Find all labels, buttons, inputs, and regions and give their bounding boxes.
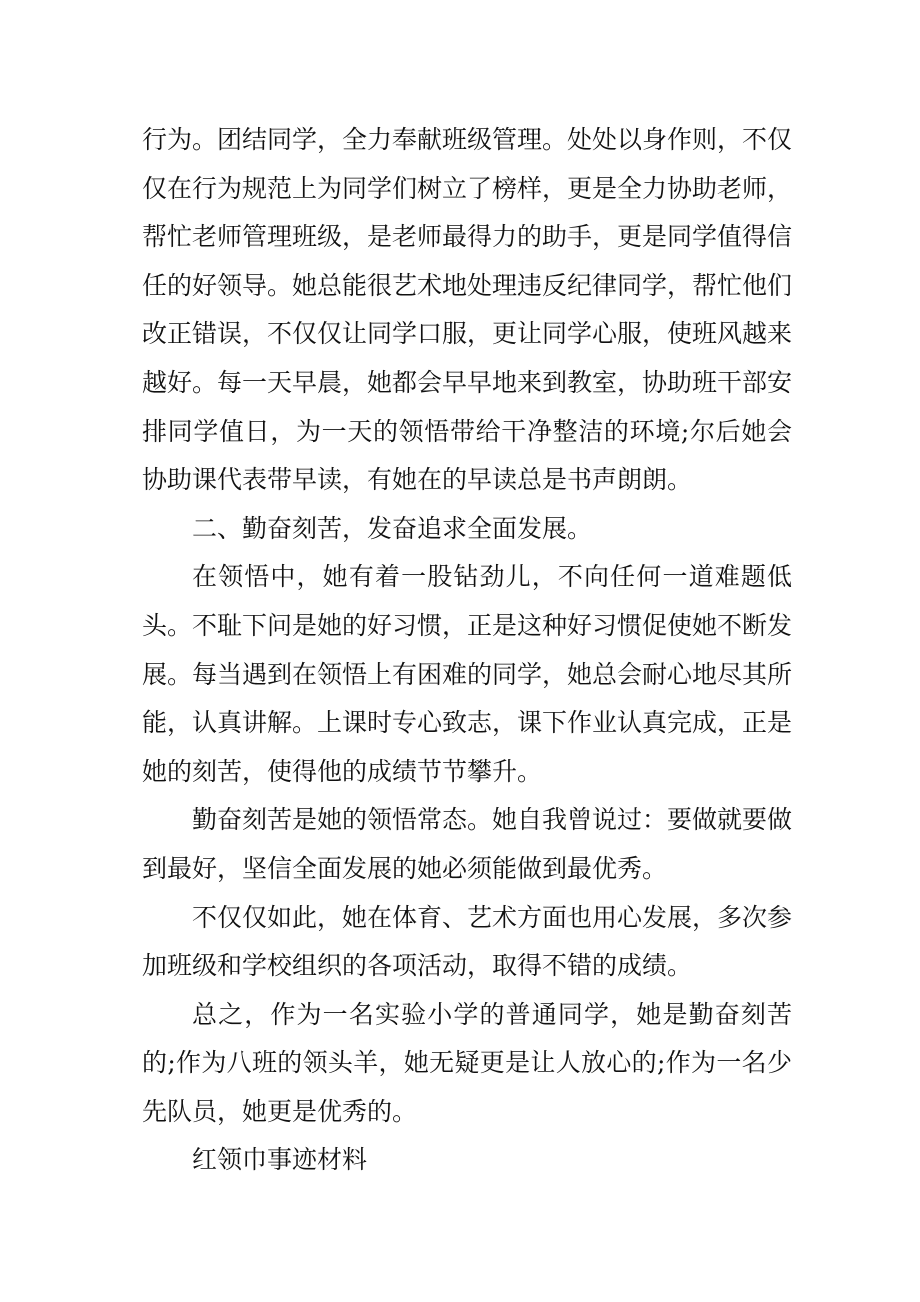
document-body <box>142 116 792 1185</box>
closing-title: 红领巾事迹材料 <box>192 1145 368 1175</box>
paragraph-continuation: 行为。团结同学，全力奉献班级管理。处处以身作则，不仅仅在行为规范上为同学们树立了榜样，更是全力协助老师，帮忙老师管理班级，是老师最得力的助手，更是同学值得信任的好领导。她总能很艺术地处理违反纪律同学，帮忙他们改正错误，不仅仅让同学口服，更让同学心服，使班风越来越好。每一天早晨，她都会早早地来到教室，协助班干部安排同学值日，为一天的领悟带给干净整洁的环境;尔后她会协助课代表带早读，有她在的早读总是书声朗朗。 <box>142 125 793 495</box>
paragraph-summary: 总之，作为一名实验小学的普通同学，她是勤奋刻苦的;作为八班的领头羊，她无疑更是让人放心的;作为一名少先队员，她更是优秀的。 <box>142 999 792 1126</box>
paragraph-study: 在领悟中，她有着一股钻劲儿，不向任何一道难题低头。不耻下问是她的好习惯，正是这种好习惯促使她不断发展。每当遇到在领悟上有困难的同学，她总会耐心地尽其所能，认真讲解。上课时专心致志，课下作业认真完成，正是她的刻苦，使得他的成绩节节攀升。 <box>142 562 793 786</box>
section-heading: 二、勤奋刻苦，发奋追求全面发展。 <box>192 513 593 543</box>
paragraph-diligence: 勤奋刻苦是她的领悟常态。她自我曾说过：要做就要做到最好，坚信全面发展的她必须能做到最优秀。 <box>142 805 793 883</box>
paragraph-activities: 不仅仅如此，她在体育、艺术方面也用心发展，多次参加班级和学校组织的各项活动，取得不错的成绩。 <box>142 902 793 981</box>
